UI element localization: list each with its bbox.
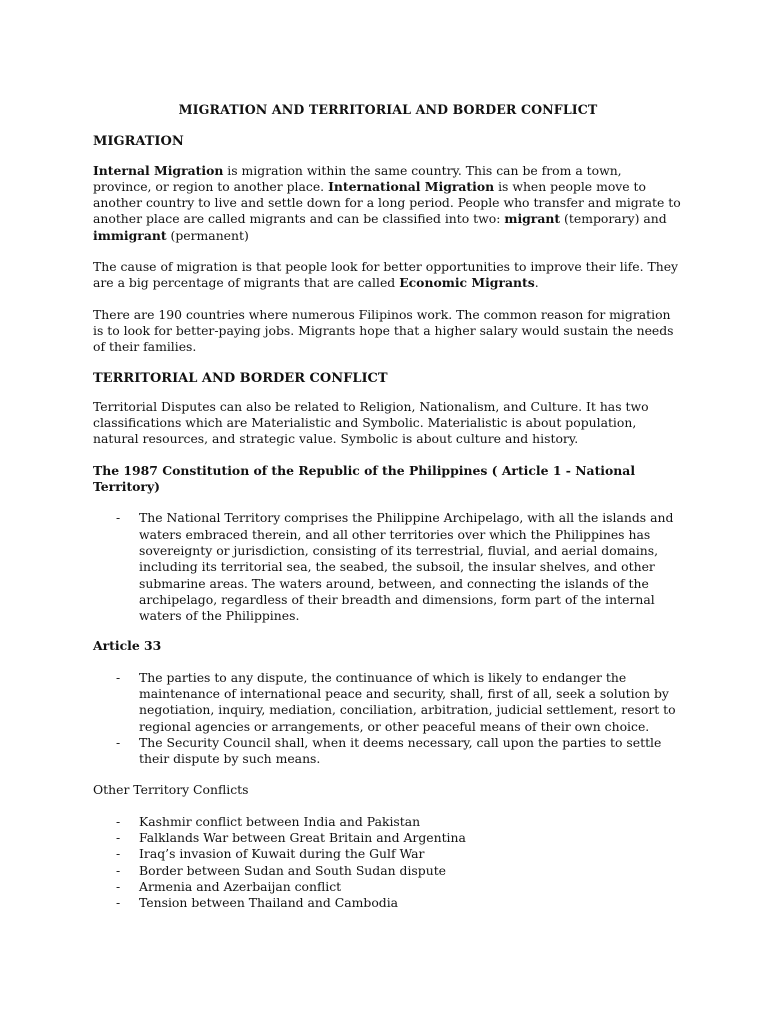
bold-term: migrant bbox=[504, 211, 561, 227]
text-run: is when people move to another country to live and settle down for a long period. People who transfer and migrate to another place are called migrants and can be classified into two: bbox=[93, 178, 681, 227]
document-body bbox=[93, 102, 683, 926]
dash-bullet: - bbox=[116, 830, 121, 846]
dash-bullet: - bbox=[116, 813, 121, 829]
paragraph-cause-of-migration bbox=[93, 259, 683, 292]
bold-term: Internal Migration bbox=[93, 162, 224, 178]
constitution-heading: The 1987 Constitution of the Republic of the Philippines ( Article 1 - National Territory) bbox=[93, 462, 636, 495]
dash-bullet: - bbox=[116, 862, 121, 878]
text-run: is migration within the same country. This can be from a town, province, or region to another place. bbox=[93, 162, 622, 194]
list-item bbox=[93, 846, 683, 862]
article33-list bbox=[93, 670, 683, 768]
paragraph-internal-migration bbox=[93, 163, 683, 244]
list-item bbox=[93, 895, 683, 911]
constitution-list bbox=[93, 510, 683, 624]
list-item bbox=[93, 830, 683, 846]
dash-bullet: - bbox=[116, 669, 121, 685]
list-item-text: Kashmir conflict between India and Pakistan bbox=[139, 813, 421, 829]
text-run: . bbox=[534, 275, 539, 291]
list-item bbox=[93, 670, 683, 735]
list-item bbox=[93, 879, 683, 895]
list-item bbox=[93, 510, 683, 624]
list-item-text: The National Territory comprises the Philippine Archipelago, with all the islands and waters embraced therein, and all other territories over which the Philippines has sovereignty or jurisdiction, consisting of its terrestrial, fluvial, and aerial domains, including its territorial sea, the seabed, the subsoil, the insular shelves, and other submarine areas. The waters around, between, and connecting the islands of the archipelago, regardless of their breadth and dimensions, form part of the internal waters of the Philippines. bbox=[139, 510, 674, 624]
bold-term: immigrant bbox=[93, 227, 167, 243]
text-run: The cause of migration is that people look for better opportunities to improve their life. They are a big percentage of migrants that are called bbox=[93, 259, 679, 291]
list-item-text: The Security Council shall, when it deems necessary, call upon the parties to settle their dispute by such means. bbox=[139, 734, 662, 767]
list-item-text: Border between Sudan and South Sudan dispute bbox=[139, 862, 447, 878]
dash-bullet: - bbox=[116, 734, 121, 750]
document-title: MIGRATION AND TERRITORIAL AND BORDER CONFLICT bbox=[178, 102, 598, 117]
list-item-text: Falklands War between Great Britain and Argentina bbox=[139, 830, 466, 846]
paragraph-territorial-disputes: Territorial Disputes can also be related to Religion, Nationalism, and Culture. It has two classifications which are Materialistic and Symbolic. Materialistic is about population, natural resources, and strategic value. Symbolic is about culture and history. bbox=[93, 398, 649, 447]
list-item bbox=[93, 735, 683, 768]
text-run: (temporary) and bbox=[560, 211, 667, 227]
paragraph-filipino-workers: There are 190 countries where numerous Filipinos work. The common reason for migration is to look for better-paying jobs. Migrants hope that a higher salary would sustain the needs of their families. bbox=[93, 306, 674, 355]
list-item bbox=[93, 814, 683, 830]
list-item-text: The parties to any dispute, the continuance of which is likely to endanger the maintenance of international peace and security, shall, first of all, seek a solution by negotiation, inquiry, mediation, conciliation, arbitration, judicial settlement, resort to regional agencies or arrangements, or other peaceful means of their own choice. bbox=[139, 669, 676, 734]
bold-term: International Migration bbox=[328, 178, 495, 194]
dash-bullet: - bbox=[116, 878, 121, 894]
list-item bbox=[93, 863, 683, 879]
list-item-text: Iraq’s invasion of Kuwait during the Gulf War bbox=[139, 846, 425, 862]
section-heading-migration: MIGRATION bbox=[93, 134, 184, 150]
section-heading-territorial: TERRITORIAL AND BORDER CONFLICT bbox=[93, 370, 388, 386]
article33-heading: Article 33 bbox=[93, 638, 162, 654]
list-item-text: Tension between Thailand and Cambodia bbox=[139, 895, 399, 911]
other-conflicts-heading: Other Territory Conflicts bbox=[93, 781, 249, 797]
dash-bullet: - bbox=[116, 510, 121, 526]
other-conflicts-list bbox=[93, 814, 683, 912]
dash-bullet: - bbox=[116, 895, 121, 911]
dash-bullet: - bbox=[116, 846, 121, 862]
bold-term: Economic Migrants bbox=[399, 275, 535, 291]
text-run: (permanent) bbox=[166, 227, 249, 243]
list-item-text: Armenia and Azerbaijan conflict bbox=[139, 878, 342, 894]
